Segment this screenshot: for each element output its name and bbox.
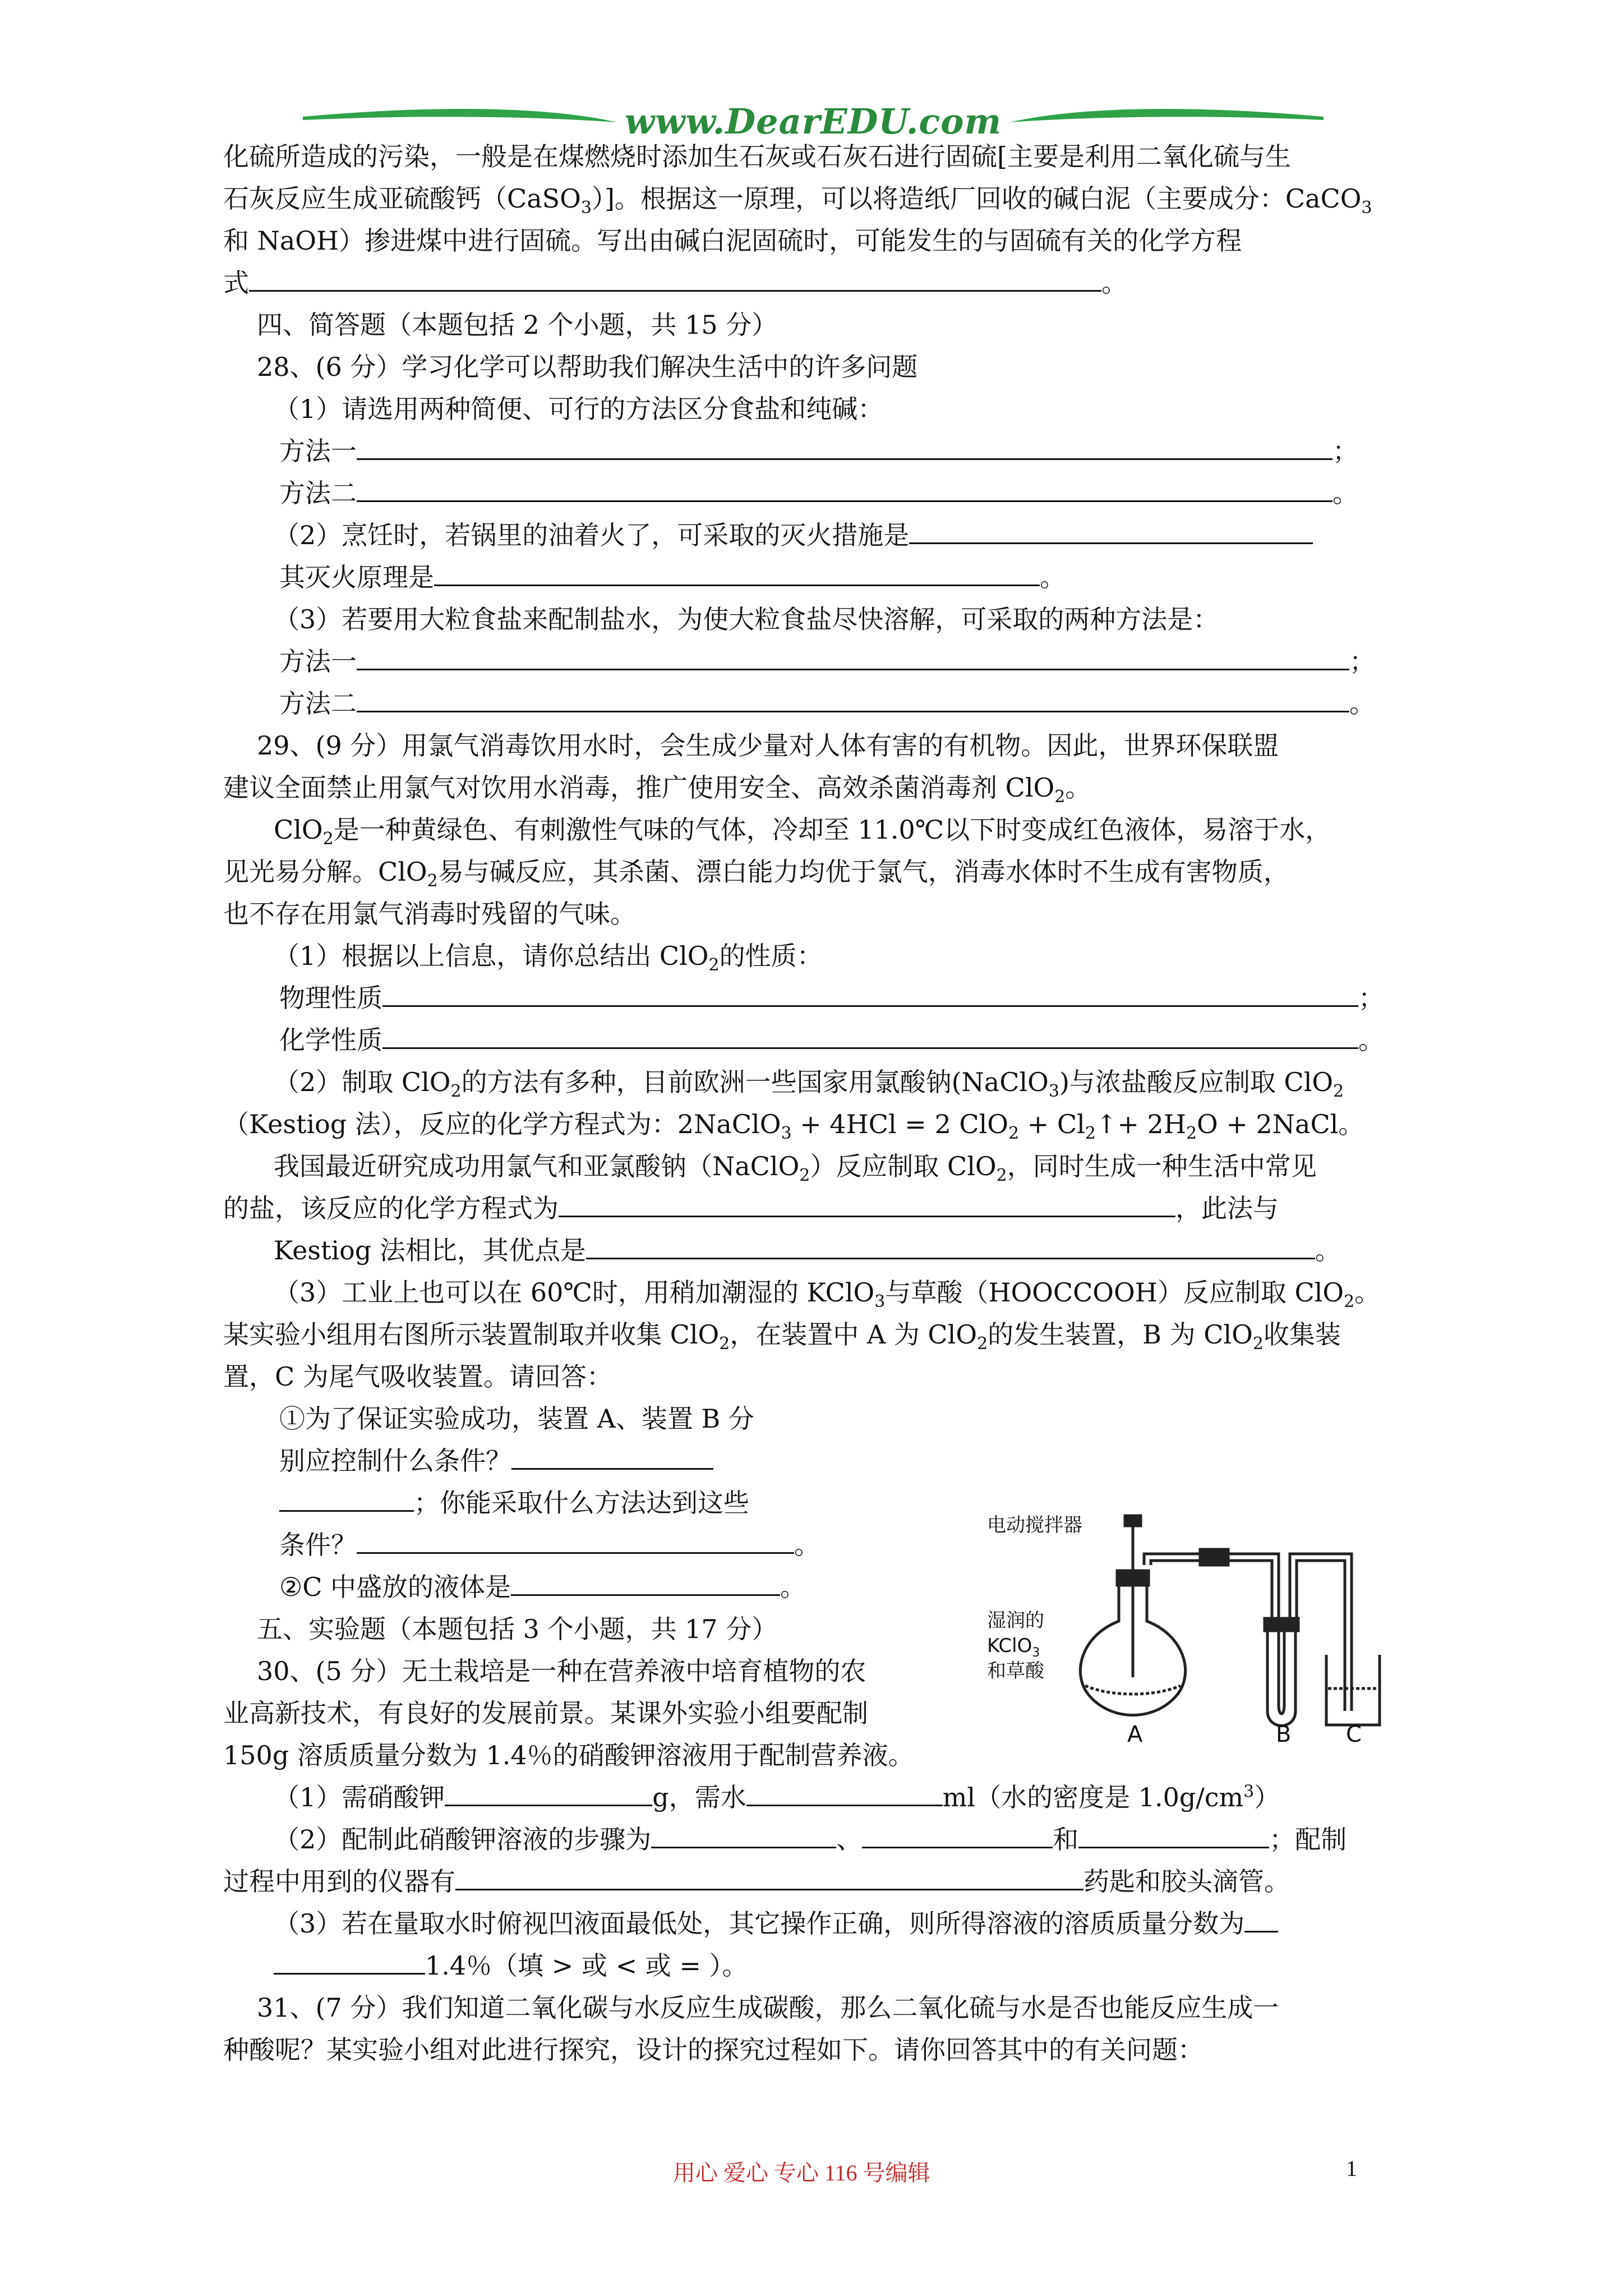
text-line: ；你能采取什么方法达到这些 <box>279 1485 749 1520</box>
answer-blank <box>559 1191 1175 1217</box>
text-line: 某实验小组用右图所示装置制取并收集 ClO$_2$，在装置中 A 为 ClO$_2$的发生装置，B 为 ClO$_2$收集装 <box>223 1319 1341 1354</box>
text-line: （2）配制此硝酸钾溶液的步骤为 、 和 ；配制 <box>274 1822 1347 1857</box>
text-line: （3）若要用大粒食盐来配制盐水，为使大粒食盐尽快溶解，可采取的两种方法是： <box>274 604 1219 634</box>
text-line: 物理性质 ； <box>279 981 1384 1015</box>
text-line: （3）工业上也可以在 60℃时，用稍加潮湿的 KClO$_3$与草酸（HOOCCOOH）反应制取 ClO$_2$。 <box>274 1277 1381 1312</box>
answer-blank <box>455 1864 1083 1890</box>
answer-blank <box>249 265 1101 292</box>
text-line: ②C 中盛放的液体是 。 <box>279 1570 806 1604</box>
answer-blank <box>1078 1822 1269 1848</box>
text-line: 建议全面禁止用氯气对饮用水消毒，推广使用安全、高效杀菌消毒剂 ClO$_2$。 <box>223 772 1091 807</box>
text-line: （2）制取 ClO$_2$的方法有多种，目前欧洲一些国家用氯酸钠(NaClO$_3$)与浓盐酸反应制取 ClO$_2$ <box>274 1067 1344 1102</box>
text-line: 条件？ 。 <box>279 1527 820 1562</box>
stirrer-label: 电动搅拌器 <box>987 1514 1082 1536</box>
reagent-label: 湿润的 <box>987 1609 1044 1632</box>
answer-blank <box>586 1233 1315 1259</box>
answer-blank <box>746 1780 943 1806</box>
text-line: 石灰反应生成亚硫酸钙（CaSO$_3$）]。根据这一原理，可以将造纸厂回收的碱白泥（主要成分：CaCO$_3$ <box>223 183 1372 218</box>
label-a: A <box>1127 1722 1143 1745</box>
answer-blank <box>357 1527 794 1554</box>
text-line: ①为了保证实验成功，装置 A、装置 B 分 <box>279 1404 754 1434</box>
text-line: （1）请选用两种简便、可行的方法区分食盐和纯碱： <box>274 394 884 424</box>
text-line: 和 NaOH）掺进煤中进行固硫。写出由碱白泥固硫时，可能发生的与固硫有关的化学方程 <box>223 226 1242 256</box>
text-line: （3）若在量取水时俯视凹液面最低处，其它操作正确，则所得溶液的溶质质量分数为 <box>274 1906 1278 1941</box>
label-c: C <box>1346 1722 1362 1745</box>
answer-blank <box>909 518 1313 544</box>
answer-blank <box>1244 1906 1278 1932</box>
text-line: 式 。 <box>223 265 1127 300</box>
label-b: B <box>1276 1722 1292 1745</box>
question-29: 29、(9 分）用氯气消毒饮用水时，会生成少量对人体有害的有机物。因此，世界环保联盟 <box>257 730 1279 761</box>
text-line: 我国最近研究成功用氯气和亚氯酸钠（NaClO$_2$）反应制取 ClO$_2$，同时生成一种生活中常见 <box>274 1151 1317 1186</box>
text-line: 方法一 ； <box>279 644 1375 679</box>
equation-line: （Kestiog 法），反应的化学方程式为：2NaClO$_3$ + 4HCl = 2 $ClO_2 + Cl_2↑+ 2H_2O$ + 2NaCl。 <box>223 1109 1364 1144</box>
answer-blank <box>274 1948 425 1975</box>
answer-blank <box>511 1443 713 1470</box>
text-line: 150g 溶质质量分数为 1.4％的硝酸钾溶液用于配制营养液。 <box>223 1740 914 1770</box>
text-line: 别应控制什么条件？ <box>279 1443 713 1478</box>
text-line: Kestiog 法相比，其优点是 。 <box>274 1233 1341 1268</box>
svg-text:KClO3: KClO$_3$ <box>987 1635 1040 1660</box>
footer-text: 用心 爱心 专心 116 号编辑 <box>673 2160 930 2185</box>
text-line: （2）烹饪时，若锅里的油着火了，可采取的灭火措施是 <box>274 518 1313 553</box>
text-line: 业高新技术，有良好的发展前景。某课外实验小组要配制 <box>223 1698 868 1728</box>
text-line: 的盐，该反应的化学方程式为 ，此法与 <box>223 1191 1279 1226</box>
answer-blank <box>434 560 1040 586</box>
text-line: 见光易分解。ClO$_2$易与碱反应，其杀菌、漂白能力均优于氯气，消毒水体时不生成有害物质， <box>223 857 1289 891</box>
reagent-formula: KClO <box>987 1635 1032 1657</box>
text-line: 方法二 。 <box>279 476 1358 510</box>
answer-blank <box>651 1822 836 1848</box>
answer-blank <box>511 1570 780 1596</box>
page-header <box>303 100 1324 145</box>
answer-blank <box>357 434 1332 460</box>
answer-blank <box>382 1023 1358 1049</box>
text-line: ClO$_2$是一种黄绿色、有刺激性气味的气体，冷却至 11.0℃以下时变成红色液体，易溶于水， <box>274 815 1331 849</box>
text-line: 种酸呢？某实验小组对此进行探究，设计的探究过程如下。请你回答其中的有关问题： <box>223 2035 1204 2065</box>
text-line: 也不存在用氯气消毒时残留的气味。 <box>223 899 636 929</box>
answer-blank <box>382 981 1358 1007</box>
text-line: 1.4％（填 > 或 < 或 = ）。 <box>274 1948 748 1983</box>
site-title: www.DearEDU.com <box>624 101 1002 142</box>
text-line: 过程中用到的仪器有 药匙和胶头滴管。 <box>223 1864 1290 1899</box>
section-heading: 四、简答题（本题包括 2 个小题，共 15 分） <box>257 310 778 340</box>
question-30: 30、(5 分）无土栽培是一种在营养液中培育植物的农 <box>257 1656 866 1686</box>
text-line: 化学性质 。 <box>279 1023 1384 1057</box>
text-line: 其灭火原理是 。 <box>279 560 1066 595</box>
answer-blank <box>862 1822 1053 1848</box>
section-heading: 五、实验题（本题包括 3 个小题，共 17 分） <box>257 1614 778 1644</box>
text-line: （1）需硝酸钾 g，需水 ml（水的密度是 $1.0g/cm^3$） <box>274 1780 1280 1815</box>
text-line: 置，C 为尾气吸收装置。请回答： <box>223 1361 612 1392</box>
apparatus-diagram <box>976 1509 1413 1745</box>
answer-blank <box>279 1485 414 1512</box>
text-line: 方法二 。 <box>279 686 1375 721</box>
text-line: 化硫所造成的污染，一般是在煤燃烧时添加生石灰或石灰石进行固硫[主要是利用二氧化硫与生 <box>223 141 1291 172</box>
answer-blank <box>357 476 1332 502</box>
answer-blank <box>445 1780 652 1806</box>
answer-blank <box>357 644 1349 670</box>
reagent-label: 和草酸 <box>987 1660 1044 1682</box>
text-line: （1）根据以上信息，请你总结出 ClO$_2$的性质： <box>274 941 823 976</box>
page-number: 1 <box>1346 2156 1357 2181</box>
question-31: 31、(7 分）我们知道二氧化碳与水反应生成碳酸，那么二氧化硫与水是否也能反应生成一 <box>257 1993 1279 2023</box>
text-line: 方法一 ； <box>279 434 1358 468</box>
answer-blank <box>357 686 1349 712</box>
question-28: 28、(6 分）学习化学可以帮助我们解决生活中的许多问题 <box>257 352 918 382</box>
